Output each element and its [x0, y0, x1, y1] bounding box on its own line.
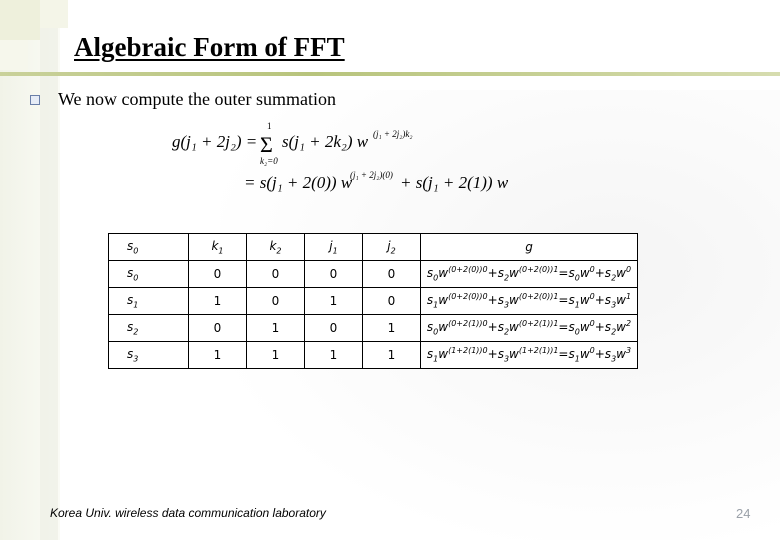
header-j2: $j_2$: [363, 234, 421, 261]
table-row: $s_2$ 0 1 0 1 $s_0w^{(0+2(1))0}+s_2w^{(0+2(1))1}=s_0w^0+s_2w^2$: [109, 315, 638, 342]
equation-term-2: + s(j₁ + 2(1)) w: [400, 173, 509, 192]
footer-text: Korea Univ. wireless data communication laboratory: [50, 506, 326, 520]
bullet-text: We now compute the outer summation: [58, 89, 336, 109]
table-row: $s_0$ 0 0 0 0 $s_0w^{(0+2(0))0}+s_2w^{(0+2(0))1}=s_0w^0+s_2w^0$: [109, 261, 638, 288]
term-1-exponent: (j₁ + 2j₂)(0): [350, 170, 393, 180]
slide-title: Algebraic Form of FFT: [74, 32, 345, 62]
table-row: $s_1$ 1 0 1 0 $s_1w^{(0+2(0))0}+s_3w^{(0+2(0))1}=s_1w^0+s_3w^1$: [109, 288, 638, 315]
g-cell: $s_0w^{(0+2(0))0}+s_2w^{(0+2(0))1}=s_0w^0+s_2w^0$: [421, 261, 638, 288]
sum-upper-limit: 1: [267, 121, 272, 131]
fft-table: [108, 233, 638, 369]
header-k1: $k_1$: [189, 234, 247, 261]
title-divider: [0, 72, 780, 76]
page-number: 24: [736, 506, 751, 521]
bullet-icon: [30, 95, 40, 105]
outer-summation-equation: [170, 120, 509, 200]
g-cell: $s_1w^{(0+2(0))0}+s_3w^{(0+2(0))1}=s_1w^0+s_3w^1$: [421, 288, 638, 315]
table-header-row: [109, 234, 638, 261]
summand-exponent: (j₁ + 2j₂)k₂: [373, 129, 413, 139]
equation-lhs: g(j₁ + 2j₂) =: [172, 132, 258, 151]
equation-term-1: = s(j₁ + 2(0)) w: [244, 173, 353, 192]
sum-lower-limit: k₂=0: [260, 156, 278, 166]
summation-sign-icon: Σ: [260, 132, 273, 157]
header-s: $s_0$: [109, 234, 189, 261]
header-k2: $k_2$: [247, 234, 305, 261]
g-cell: $s_0w^{(0+2(1))0}+s_2w^{(0+2(1))1}=s_0w^0+s_2w^2$: [421, 315, 638, 342]
header-g: g: [421, 234, 638, 261]
table-row: $s_3$ 1 1 1 1 $s_1w^{(1+2(1))0}+s_3w^{(1+2(1))1}=s_1w^0+s_3w^3$: [109, 342, 638, 369]
g-cell: $s_1w^{(1+2(1))0}+s_3w^{(1+2(1))1}=s_1w^0+s_3w^3$: [421, 342, 638, 369]
equation-summand: s(j₁ + 2k₂) w: [282, 132, 369, 151]
header-j1: $j_1$: [305, 234, 363, 261]
